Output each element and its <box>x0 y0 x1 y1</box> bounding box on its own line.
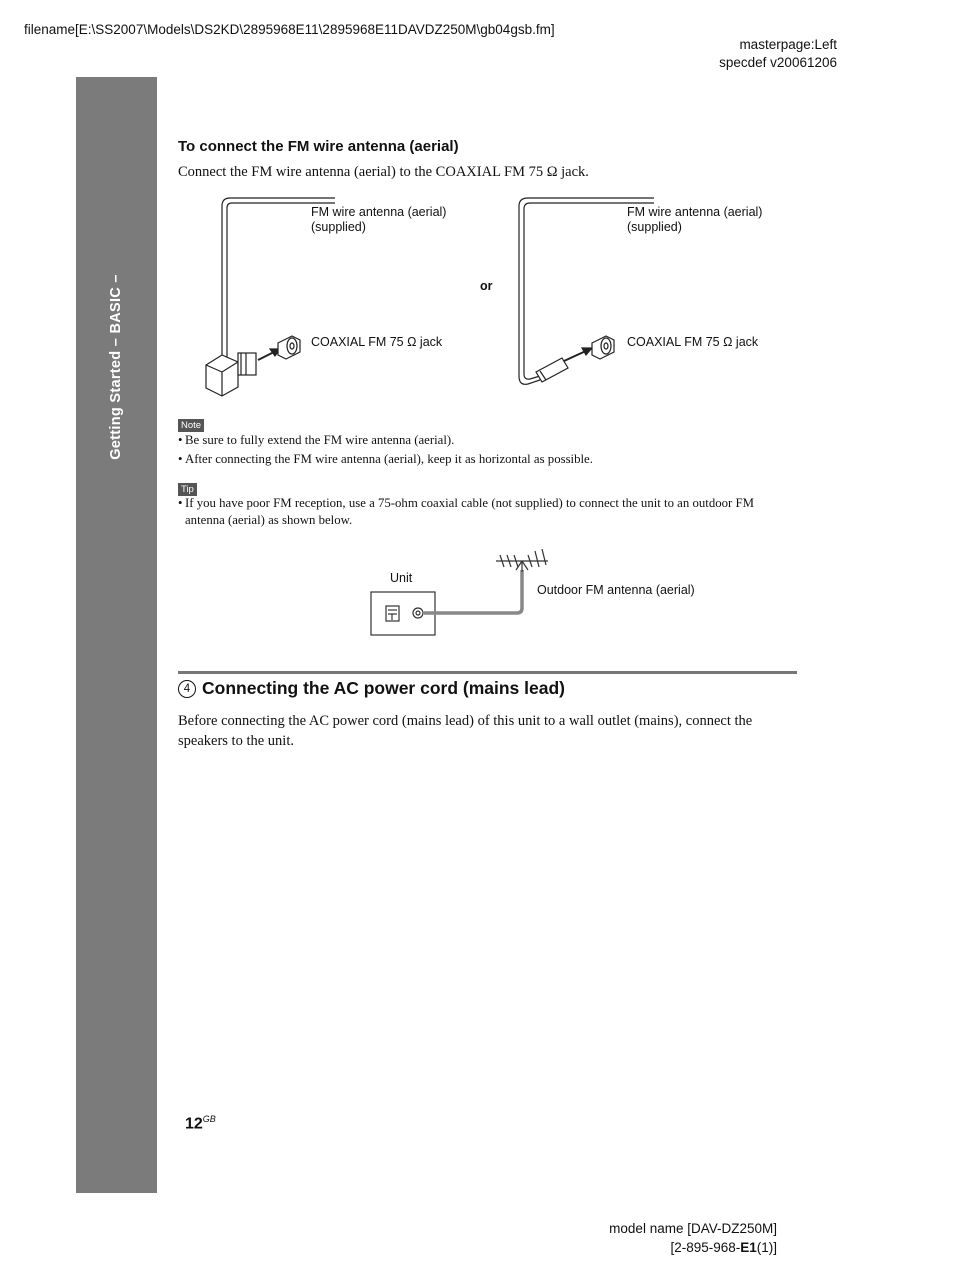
section-divider <box>178 671 797 674</box>
right-antenna-label-line2: (supplied) <box>627 220 682 234</box>
page-number <box>185 1114 216 1133</box>
right-antenna-label-line1: FM wire antenna (aerial) <box>627 205 763 219</box>
bullet-dot: • <box>178 433 183 447</box>
chapter-sidebar <box>76 77 157 1193</box>
step-number-circle: 4 <box>178 680 196 698</box>
tip-badge: Tip <box>178 483 197 496</box>
bullet-dot: • <box>178 496 183 510</box>
footer-code-bold: E1 <box>740 1240 757 1255</box>
tip-bullet-line2: antenna (aerial) as shown below. <box>185 513 353 527</box>
tip-bullet-line1: If you have poor FM reception, use a 75-ohm coaxial cable (not supplied) to connect the unit to an outdoor FM <box>185 496 754 510</box>
outdoor-antenna-illustration <box>371 549 548 635</box>
or-label: or <box>480 279 493 293</box>
footer-code-prefix: [2-895-968- <box>670 1240 741 1255</box>
fm-antenna-heading: To connect the FM wire antenna (aerial) <box>178 138 459 155</box>
footer-code-suffix: (1)] <box>756 1240 777 1255</box>
note-badge: Note <box>178 419 204 432</box>
section-4-title-text: Connecting the AC power cord (mains lead) <box>202 678 565 698</box>
unit-label: Unit <box>390 571 413 585</box>
left-jack-label: COAXIAL FM 75 Ω jack <box>311 335 443 349</box>
section-4-body: Before connecting the AC power cord (mains lead) of this unit to a wall outlet (mains), connect the speakers to the unit. <box>178 713 753 749</box>
fm-antenna-intro: Connect the FM wire antenna (aerial) to the COAXIAL FM 75 Ω jack. <box>178 164 589 180</box>
left-antenna-label-line1: FM wire antenna (aerial) <box>311 205 447 219</box>
note-bullet-2 <box>178 451 798 468</box>
tip-bullet <box>178 495 798 529</box>
header-masterpage-block <box>719 36 837 72</box>
sidebar-chapter-label: Getting Started – BASIC – <box>108 274 124 460</box>
note-bullet-2-text: After connecting the FM wire antenna (aerial), keep it as horizontal as possible. <box>185 452 593 466</box>
right-jack-label: COAXIAL FM 75 Ω jack <box>627 335 759 349</box>
header-masterpage: masterpage:Left <box>739 37 837 52</box>
note-bullet-1-text: Be sure to fully extend the FM wire antenna (aerial). <box>185 433 455 447</box>
header-filename: filename[E:\SS2007\Models\DS2KD\2895968E11\2895968E11DAVDZ250M\gb04gsb.fm] <box>24 22 555 37</box>
page-number-value: 12 <box>185 1115 203 1133</box>
section-4-title <box>178 678 565 699</box>
footer-model-info <box>609 1219 777 1257</box>
page-number-suffix: GB <box>202 1114 216 1124</box>
right-antenna-label <box>627 205 762 235</box>
header-specdef: specdef v20061206 <box>719 55 837 70</box>
footer-model-name: model name [DAV-DZ250M] <box>609 1221 777 1236</box>
footer-code <box>609 1238 777 1257</box>
note-bullet-1 <box>178 432 798 449</box>
bullet-dot: • <box>178 452 183 466</box>
left-antenna-label <box>311 205 446 235</box>
outdoor-antenna-label: Outdoor FM antenna (aerial) <box>537 583 695 597</box>
left-antenna-label-line2: (supplied) <box>311 220 366 234</box>
